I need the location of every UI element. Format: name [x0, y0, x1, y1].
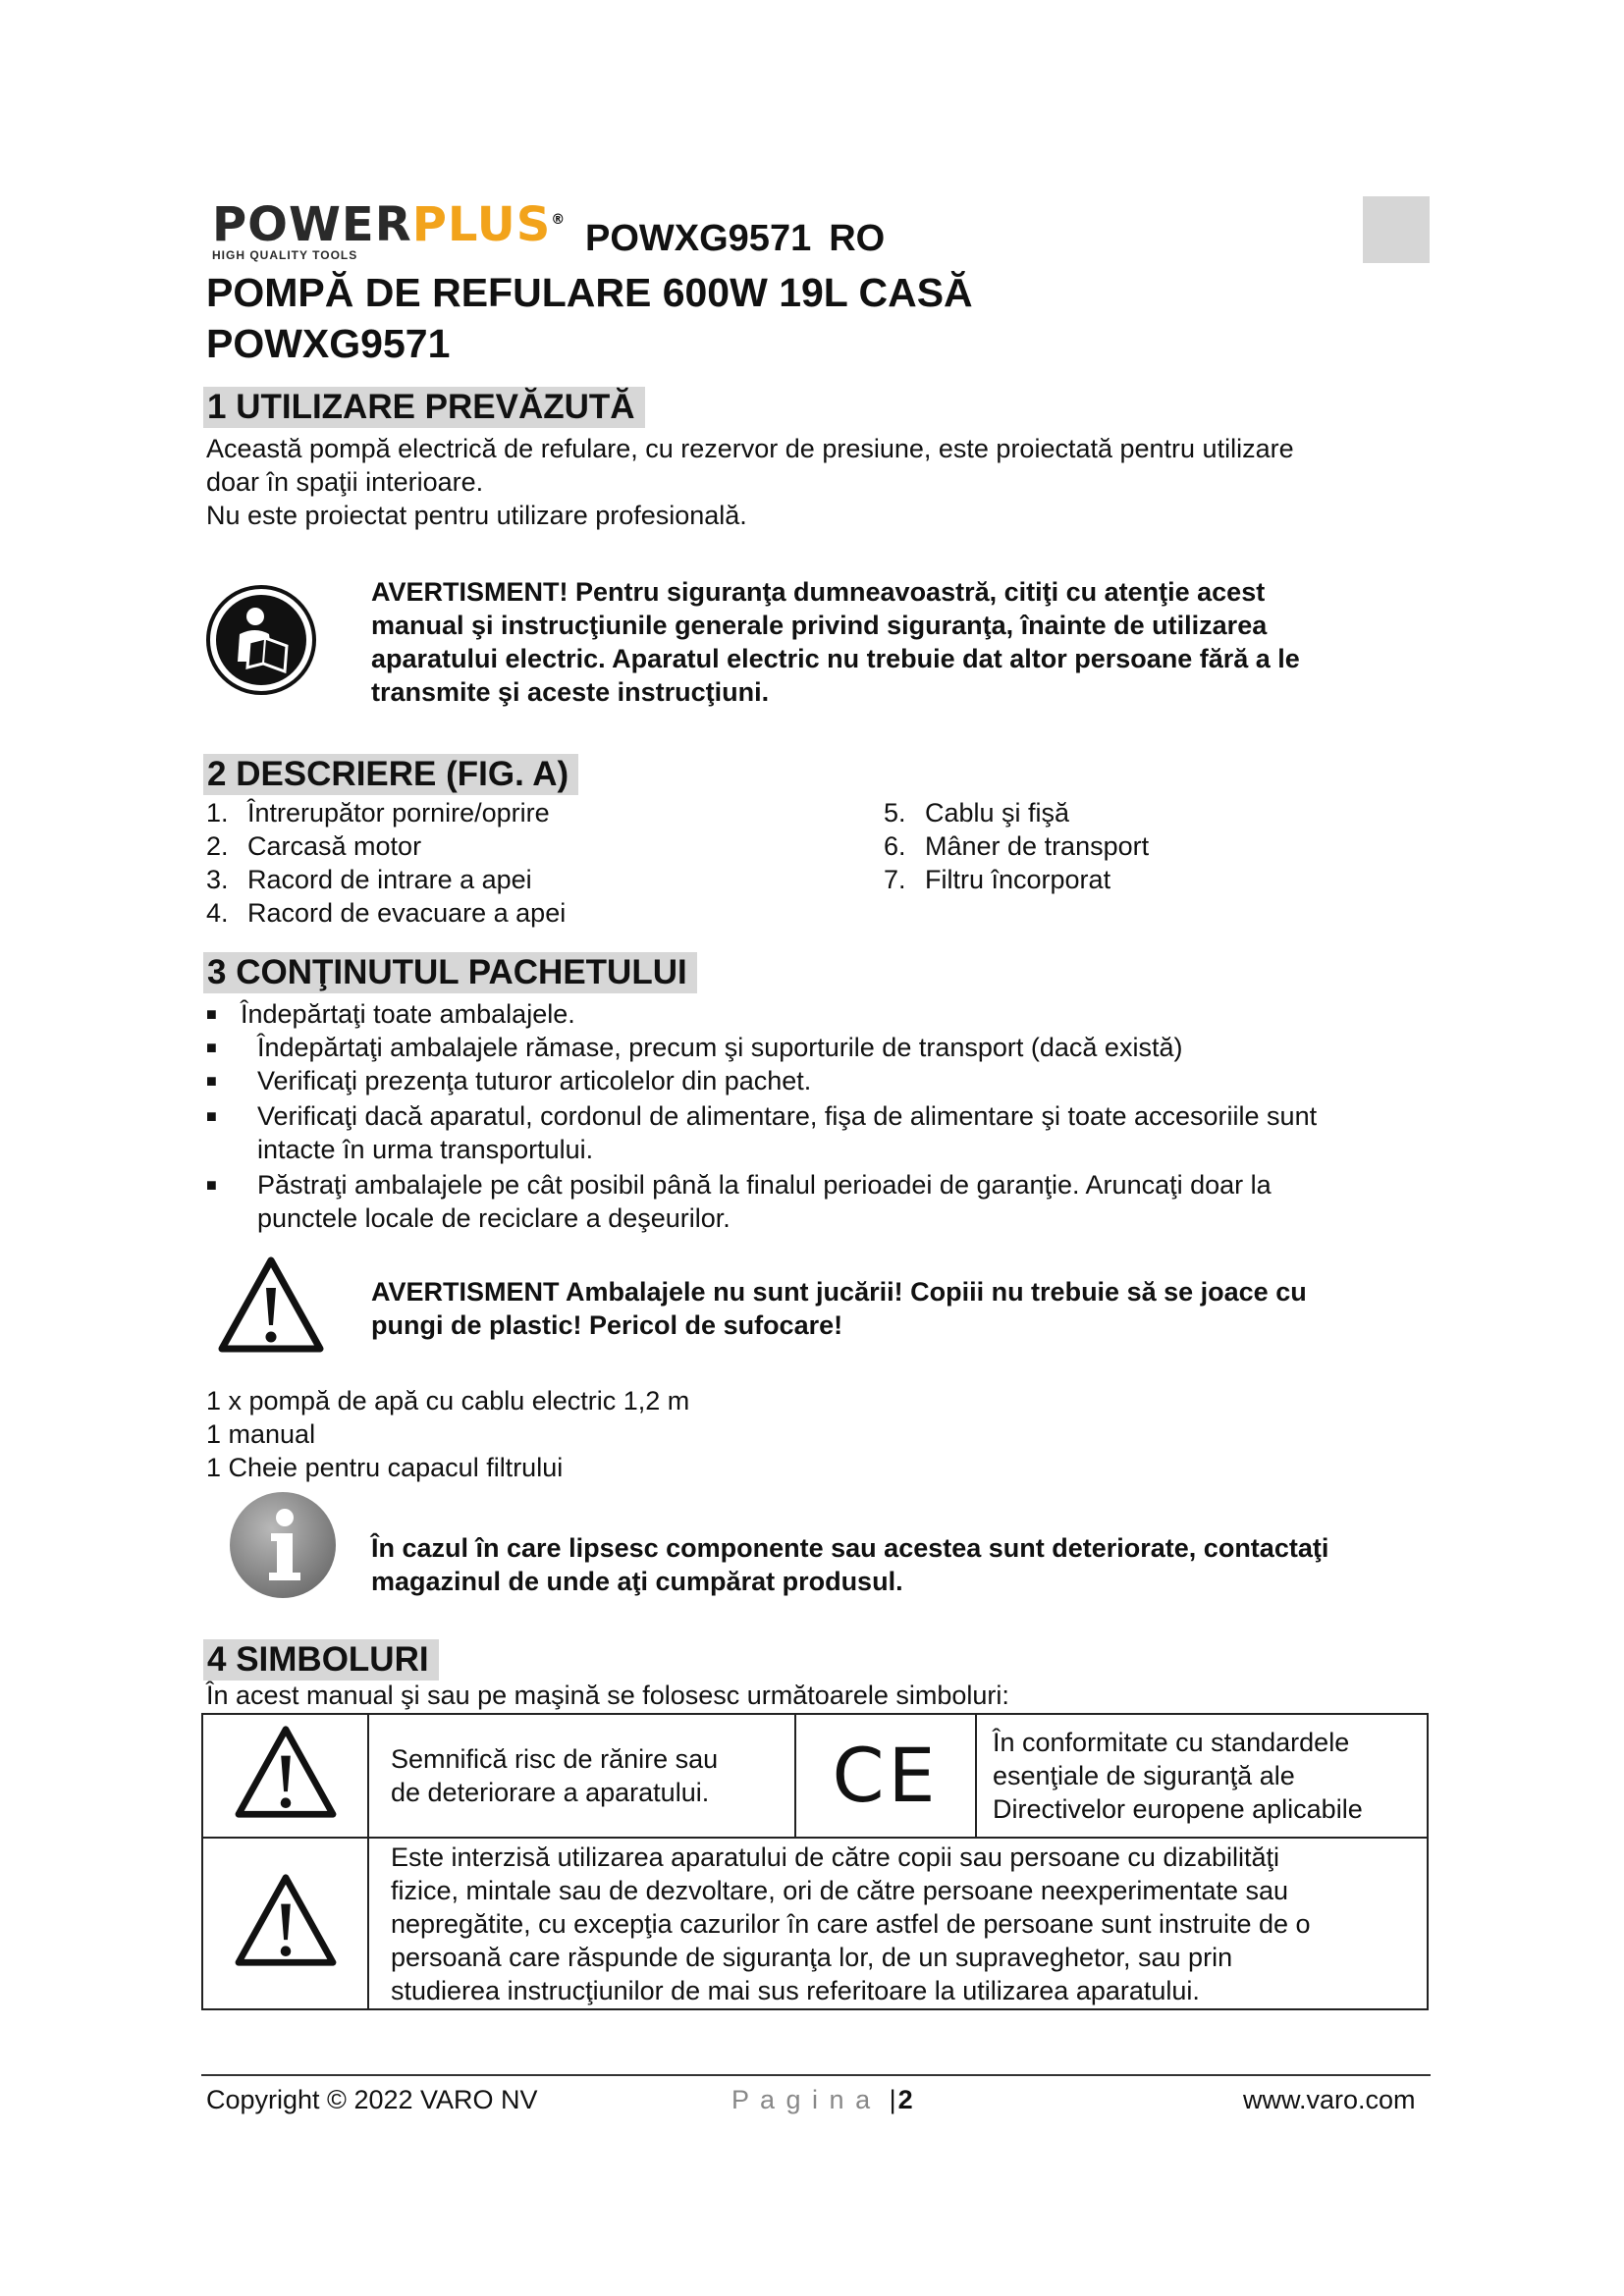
corner-grey-box [1363, 196, 1430, 263]
list-item: 1 x pompă de apă cu cablu electric 1,2 m [206, 1386, 690, 1415]
table-cell: Semnifică risc de rănire sau de deteriorare a aparatului. [368, 1714, 795, 1838]
bullet-icon: ■ [206, 1071, 217, 1091]
logo-power-text: POWER [212, 197, 412, 252]
page-separator: | [889, 2085, 898, 2114]
list-item: ■ Îndepărtaţi ambalajele rămase, precum şi suporturile de transport (dacă există) [206, 1033, 1183, 1062]
powerplus-logo [212, 196, 567, 262]
list-item: 1 manual [206, 1419, 316, 1449]
list-item: ■ Păstraţi ambalajele pe cât posibil până la finalul perioadei de garanţie. Aruncaţi doar la punctele locale de reciclare a deşeurilor. [206, 1170, 1272, 1233]
bullet-icon: ■ [206, 1175, 217, 1195]
logo-plus-text: PLUS [411, 197, 552, 252]
list-item: ■ Verificaţi dacă aparatul, cordonul de alimentare, fişa de alimentare şi toate accesoriile sunt intacte în urma transportului. [206, 1101, 1318, 1164]
table-cell [202, 1714, 368, 1838]
description-list-right [884, 796, 1394, 896]
title-line-1: POMPĂ DE REFULARE 600W 19L CASĂ [206, 270, 973, 315]
list-item: 7. Filtru încorporat [884, 865, 1111, 894]
table-cell: În conformitate cu standardele esenţiale de siguranţă ale Directivelor europene aplicabile [976, 1714, 1428, 1838]
footer-copyright: Copyright © 2022 VARO NV [206, 2085, 538, 2114]
bullet-icon: ■ [206, 1004, 217, 1024]
logo-registered-mark: ® [551, 212, 567, 228]
table-cell: Este interzisă utilizarea aparatului de către copii sau persoane cu dizabilităţi fizice, mintale sau de dezvoltare, ori de către persoane neexperimentate sau nepregătite, cu excepţia cazurilor în care astfel de persoane sunt instruite de o persoană care răspunde de siguranţa lor, de un supraveghetor, sau prin studierea instrucţiunilor de mai sus referitoare la utilizarea aparatului. [368, 1838, 1428, 2009]
language-code: RO [829, 218, 886, 259]
list-item: ■ Verificaţi prezenţa tuturor articolelor din pachet. [206, 1066, 812, 1095]
table-row [202, 1838, 1428, 2009]
section-3-heading: 3 CONŢINUTUL PACHETULUI [203, 952, 697, 993]
list-item: 3. Racord de intrare a apei [206, 865, 532, 894]
footer-website: www.varo.com [1243, 2085, 1416, 2114]
table-cell [202, 1838, 368, 2009]
section-2-heading: 2 DESCRIERE (FIG. A) [203, 754, 578, 795]
model-number: POWXG9571 [585, 218, 812, 259]
ce-mark-icon: CE [832, 1732, 940, 1819]
table-cell [795, 1714, 976, 1838]
section-4-heading: 4 SIMBOLURI [203, 1639, 439, 1681]
table-row [202, 1714, 1428, 1838]
warning-triangle-icon [216, 1255, 326, 1355]
page-title [206, 267, 973, 369]
footer-divider [201, 2074, 1431, 2076]
bullet-icon: ■ [206, 1106, 217, 1126]
list-item: 2. Carcasă motor [206, 831, 422, 861]
list-item: 4. Racord de evacuare a apei [206, 898, 567, 928]
logo-tagline: HIGH QUALITY TOOLS [212, 248, 358, 262]
description-list-left [206, 796, 795, 930]
symbols-intro: În acest manual şi sau pe maşină se folosesc următoarele simboluri: [206, 1681, 1009, 1710]
section-1-heading: 1 UTILIZARE PREVĂZUTĂ [203, 387, 645, 428]
page-number: 2 [897, 2085, 915, 2114]
info-icon [226, 1488, 340, 1602]
footer-page [731, 2085, 915, 2115]
list-item: 6. Mâner de transport [884, 831, 1150, 861]
warning-packaging: AVERTISMENT Ambalajele nu sunt jucării! Copiii nu trebuie să se joace cu pungi de plastic! Pericol de sufocare! [371, 1277, 1307, 1340]
title-line-2: POWXG9571 [206, 321, 451, 366]
section-1-text: Această pompă electrică de refulare, cu rezervor de presiune, este proiectată pentru utilizare doar în spaţii interioare. Nu este proiectat pentru utilizare profesională. [206, 434, 1294, 530]
warning-triangle-icon [233, 1724, 339, 1820]
bullet-icon: ■ [206, 1038, 217, 1057]
list-item: 1. Întrerupător pornire/oprire [206, 798, 550, 828]
list-item: ■ Îndepărtaţi toate ambalajele. [206, 999, 575, 1029]
info-missing-components: În cazul în care lipsesc componente sau acestea sunt deteriorate, contactaţi magazinul de unde aţi cumpărat produsul. [371, 1533, 1329, 1596]
package-contents [206, 1384, 689, 1484]
read-manual-icon [204, 583, 318, 697]
warning-triangle-icon [233, 1872, 339, 1968]
symbols-table [201, 1713, 1429, 2010]
package-bullet-list [206, 997, 1434, 1235]
warning-read-manual: AVERTISMENT! Pentru siguranţa dumneavoastră, citiţi cu atenţie acest manual şi instrucţiunile generale privind siguranţa, înainte de utilizarea aparatului electric. Aparatul electric nu trebuie dat altor persoane fără a le transmite şi aceste instrucţiuni. [371, 577, 1300, 707]
list-item: 1 Cheie pentru capacul filtrului [206, 1453, 564, 1482]
list-item: 5. Cablu şi fişă [884, 798, 1070, 828]
model-code [585, 218, 885, 260]
page-label: P a g i n a [731, 2085, 873, 2114]
